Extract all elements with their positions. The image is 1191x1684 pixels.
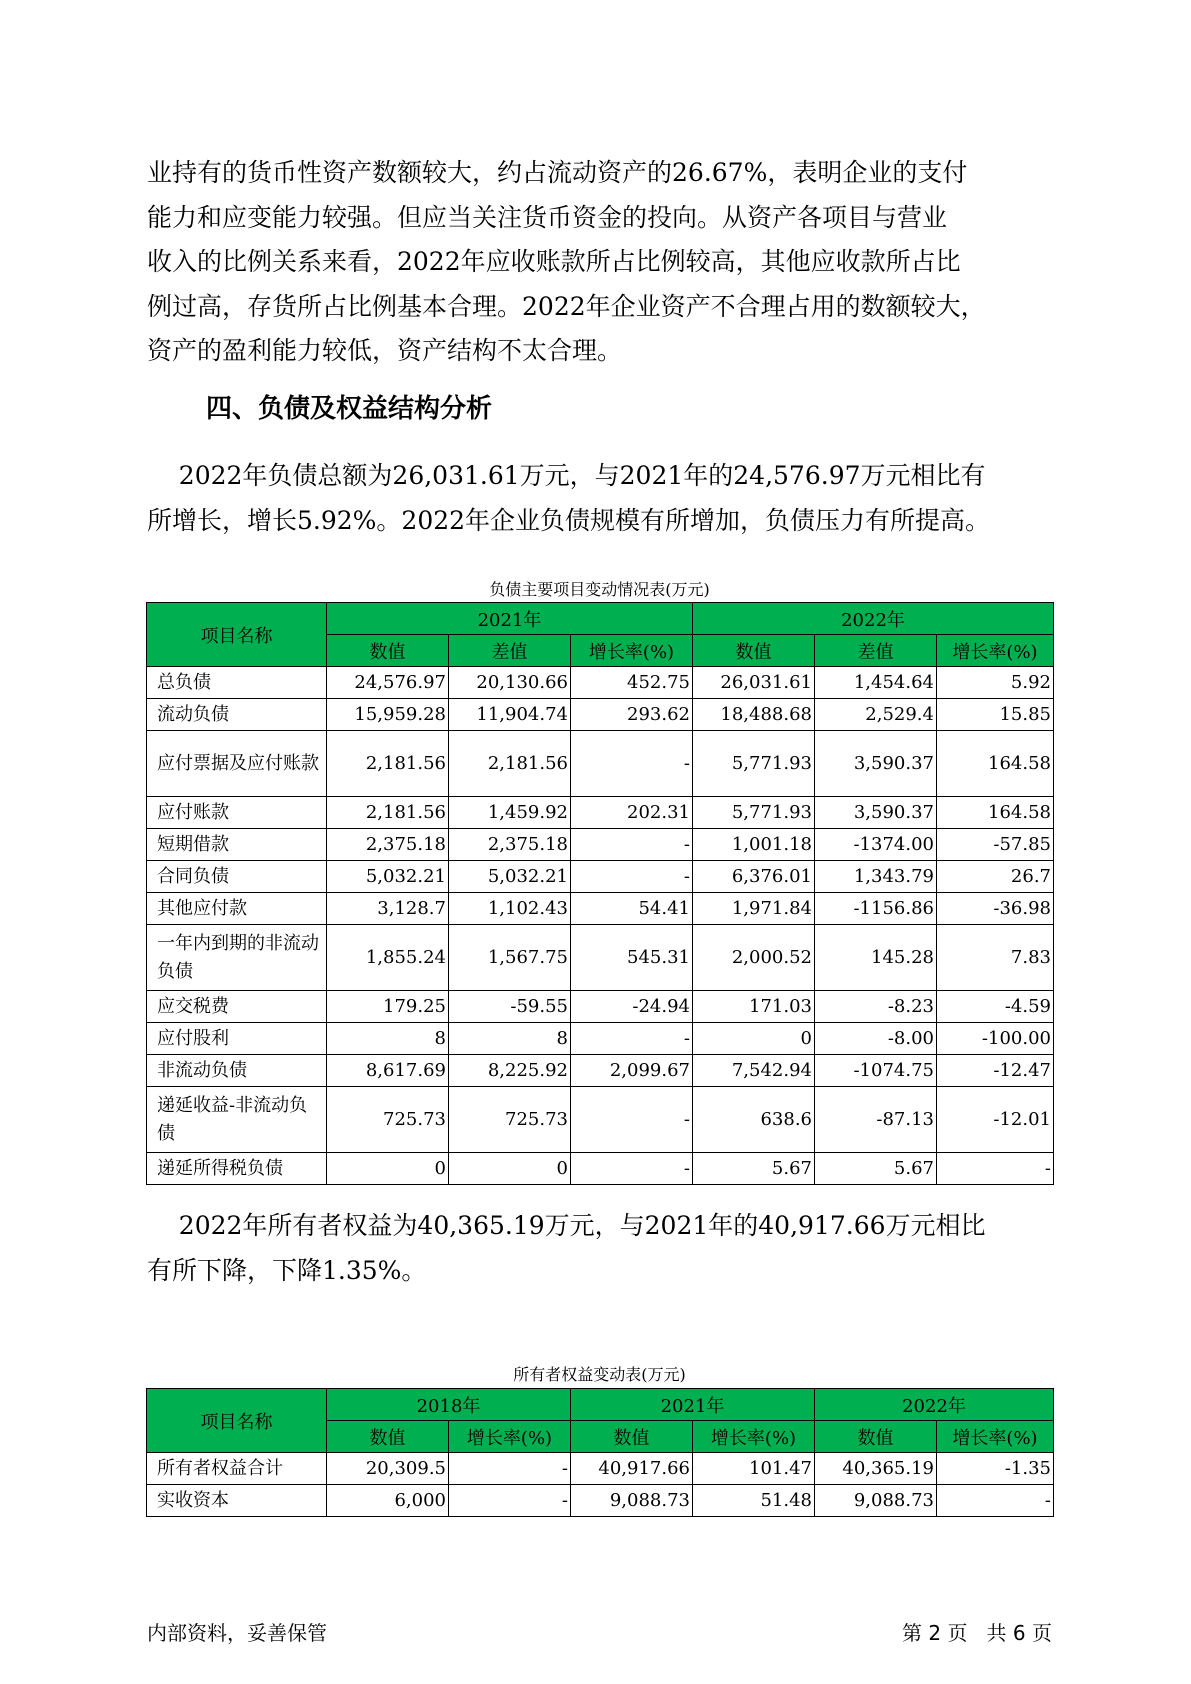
table-cell: 15.85: [937, 699, 1054, 731]
equity-table: [146, 1388, 1054, 1517]
table-cell: 6,376.01: [693, 861, 815, 893]
table-cell: 26,031.61: [693, 667, 815, 699]
text-line: 资产的盈利能力较低，资产结构不太合理。: [147, 336, 623, 365]
row-label: 一年内到期的非流动负债: [147, 925, 327, 991]
table-cell: 452.75: [571, 667, 693, 699]
header-year-2018: 2018年: [327, 1389, 571, 1421]
table-cell: -57.85: [937, 829, 1054, 861]
table-cell: -24.94: [571, 991, 693, 1023]
table-cell: 8: [327, 1023, 449, 1055]
table-cell: 0: [693, 1023, 815, 1055]
table-row: [147, 1055, 1054, 1087]
table-cell: -100.00: [937, 1023, 1054, 1055]
paragraph-equity: [147, 1204, 1052, 1293]
table-cell: 1,567.75: [449, 925, 571, 991]
table-cell: 8,617.69: [327, 1055, 449, 1087]
row-label: 应付股利: [147, 1023, 327, 1055]
text-line: 有所下降，下降1.35%。: [147, 1255, 427, 1285]
table-cell: 2,181.56: [327, 797, 449, 829]
table-cell: 5,771.93: [693, 731, 815, 797]
table-cell: 0: [449, 1153, 571, 1185]
table-cell: 20,309.5: [327, 1453, 449, 1485]
table-cell: 725.73: [327, 1087, 449, 1153]
table-cell: 2,099.67: [571, 1055, 693, 1087]
table-cell: 40,365.19: [815, 1453, 937, 1485]
table-cell: -: [937, 1153, 1054, 1185]
table-cell: 24,576.97: [327, 667, 449, 699]
table-cell: -: [571, 829, 693, 861]
table-row: [147, 731, 1054, 797]
row-label: 流动负债: [147, 699, 327, 731]
table-row: [147, 1023, 1054, 1055]
row-label: 应付票据及应付账款: [147, 731, 327, 797]
table-cell: 3,590.37: [815, 797, 937, 829]
table-cell: -: [937, 1485, 1054, 1517]
text-line: 2022年负债总额为26,031.61万元，与2021年的24,576.97万元相比有: [147, 461, 986, 490]
table-cell: 293.62: [571, 699, 693, 731]
table-cell: 2,000.52: [693, 925, 815, 991]
table-cell: -8.23: [815, 991, 937, 1023]
table-header-row: [147, 1389, 1054, 1421]
text-line: 业持有的货币性资产数额较大，约占流动资产的26.67%，表明企业的支付: [147, 158, 968, 187]
table-cell: 725.73: [449, 1087, 571, 1153]
table-cell: -: [571, 731, 693, 797]
table-cell: 1,971.84: [693, 893, 815, 925]
text-line: 能力和应变能力较强。但应当关注货币资金的投向。从资产各项目与营业: [147, 202, 948, 232]
table-cell: 3,590.37: [815, 731, 937, 797]
header-year-2022: 2022年: [693, 603, 1054, 635]
table-cell: 5.67: [693, 1153, 815, 1185]
table-row: [147, 1153, 1054, 1185]
section-heading: 四、负债及权益结构分析: [206, 394, 493, 424]
table-cell: 1,459.92: [449, 797, 571, 829]
table-cell: -: [571, 1153, 693, 1185]
row-label: 短期借款: [147, 829, 327, 861]
paragraph-assets-conclusion: [147, 151, 1052, 374]
table-cell: 54.41: [571, 893, 693, 925]
subheader-growth: 增长率(%): [449, 1421, 571, 1453]
text-line: 收入的比例关系来看，2022年应收账款所占比例较高，其他应收款所占比: [147, 247, 961, 276]
table-cell: -1074.75: [815, 1055, 937, 1087]
table-cell: 638.6: [693, 1087, 815, 1153]
subheader-diff: 差值: [449, 635, 571, 667]
table-cell: 145.28: [815, 925, 937, 991]
table-row: [147, 829, 1054, 861]
subheader-value: 数值: [571, 1421, 693, 1453]
table-cell: 5.92: [937, 667, 1054, 699]
table-cell: 5,032.21: [327, 861, 449, 893]
table-cell: -87.13: [815, 1087, 937, 1153]
table-cell: 202.31: [571, 797, 693, 829]
subheader-value: 数值: [327, 635, 449, 667]
row-label: 递延所得税负债: [147, 1153, 327, 1185]
table-cell: 101.47: [693, 1453, 815, 1485]
table-cell: 2,529.4: [815, 699, 937, 731]
table-cell: 1,343.79: [815, 861, 937, 893]
table-cell: -4.59: [937, 991, 1054, 1023]
subheader-diff: 差值: [815, 635, 937, 667]
subheader-value: 数值: [693, 635, 815, 667]
subheader-growth: 增长率(%): [571, 635, 693, 667]
table-cell: 9,088.73: [571, 1485, 693, 1517]
table-row: [147, 1485, 1054, 1517]
table-cell: -1.35: [937, 1453, 1054, 1485]
footer-confidential: 内部资料，妥善保管: [147, 1621, 327, 1645]
table-cell: 2,181.56: [327, 731, 449, 797]
table-cell: -: [571, 1023, 693, 1055]
table-row: [147, 797, 1054, 829]
table-cell: -: [449, 1485, 571, 1517]
table-cell: 15,959.28: [327, 699, 449, 731]
table-cell: 1,001.18: [693, 829, 815, 861]
table-cell: 8: [449, 1023, 571, 1055]
table-cell: 5.67: [815, 1153, 937, 1185]
table1-caption: 负债主要项目变动情况表(万元): [489, 580, 710, 599]
row-label: 合同负债: [147, 861, 327, 893]
table-row: [147, 667, 1054, 699]
row-label: 非流动负债: [147, 1055, 327, 1087]
table-cell: -8.00: [815, 1023, 937, 1055]
table-cell: 18,488.68: [693, 699, 815, 731]
table-cell: 11,904.74: [449, 699, 571, 731]
subheader-value: 数值: [327, 1421, 449, 1453]
table-row: [147, 861, 1054, 893]
table-row: [147, 991, 1054, 1023]
table-cell: -1374.00: [815, 829, 937, 861]
table-cell: -59.55: [449, 991, 571, 1023]
paragraph-liabilities: [147, 454, 1052, 543]
table-cell: 5,032.21: [449, 861, 571, 893]
table-cell: 26.7: [937, 861, 1054, 893]
row-label: 其他应付款: [147, 893, 327, 925]
table-row: [147, 893, 1054, 925]
table-row: [147, 1087, 1054, 1153]
table-cell: 1,102.43: [449, 893, 571, 925]
row-label: 递延收益-非流动负债: [147, 1087, 327, 1153]
text-line: 所增长，增长5.92%。2022年企业负债规模有所增加，负债压力有所提高。: [147, 505, 991, 535]
text-line: 例过高，存货所占比例基本合理。2022年企业资产不合理占用的数额较大，: [147, 291, 986, 321]
table-row: [147, 699, 1054, 731]
footer-page-number: 第 2 页 共 6 页: [902, 1621, 1052, 1645]
table-cell: 5,771.93: [693, 797, 815, 829]
header-year-2022: 2022年: [815, 1389, 1054, 1421]
subheader-growth: 增长率(%): [937, 635, 1054, 667]
table-cell: 2,375.18: [449, 829, 571, 861]
table-cell: 6,000: [327, 1485, 449, 1517]
table-cell: -12.47: [937, 1055, 1054, 1087]
table-cell: 2,181.56: [449, 731, 571, 797]
table-cell: 164.58: [937, 731, 1054, 797]
table-cell: 40,917.66: [571, 1453, 693, 1485]
table-cell: -: [571, 1087, 693, 1153]
table-cell: -: [449, 1453, 571, 1485]
table-row: [147, 925, 1054, 991]
subheader-growth: 增长率(%): [693, 1421, 815, 1453]
header-year-2021: 2021年: [571, 1389, 815, 1421]
table-cell: 0: [327, 1153, 449, 1185]
header-item-name: 项目名称: [147, 1389, 327, 1453]
row-label: 所有者权益合计: [147, 1453, 327, 1485]
table-cell: 7.83: [937, 925, 1054, 991]
row-label: 应付账款: [147, 797, 327, 829]
table-cell: 20,130.66: [449, 667, 571, 699]
subheader-growth: 增长率(%): [937, 1421, 1054, 1453]
table-cell: 171.03: [693, 991, 815, 1023]
table-cell: 545.31: [571, 925, 693, 991]
header-item-name: 项目名称: [147, 603, 327, 667]
table-cell: 7,542.94: [693, 1055, 815, 1087]
table-cell: -: [571, 861, 693, 893]
table-cell: 1,855.24: [327, 925, 449, 991]
table-cell: 8,225.92: [449, 1055, 571, 1087]
table-cell: 2,375.18: [327, 829, 449, 861]
table-cell: 3,128.7: [327, 893, 449, 925]
table-row: [147, 1453, 1054, 1485]
table-cell: 51.48: [693, 1485, 815, 1517]
liabilities-table: [146, 602, 1054, 1185]
header-year-2021: 2021年: [327, 603, 693, 635]
table-cell: 9,088.73: [815, 1485, 937, 1517]
text-line: 2022年所有者权益为40,365.19万元，与2021年的40,917.66万元相比: [147, 1211, 986, 1240]
subheader-value: 数值: [815, 1421, 937, 1453]
table-cell: -1156.86: [815, 893, 937, 925]
table2-caption: 所有者权益变动表(万元): [513, 1365, 686, 1384]
table-cell: -36.98: [937, 893, 1054, 925]
table-header-row: [147, 603, 1054, 635]
table-cell: 164.58: [937, 797, 1054, 829]
row-label: 实收资本: [147, 1485, 327, 1517]
table-cell: 179.25: [327, 991, 449, 1023]
table-cell: -12.01: [937, 1087, 1054, 1153]
table-cell: 1,454.64: [815, 667, 937, 699]
row-label: 总负债: [147, 667, 327, 699]
row-label: 应交税费: [147, 991, 327, 1023]
